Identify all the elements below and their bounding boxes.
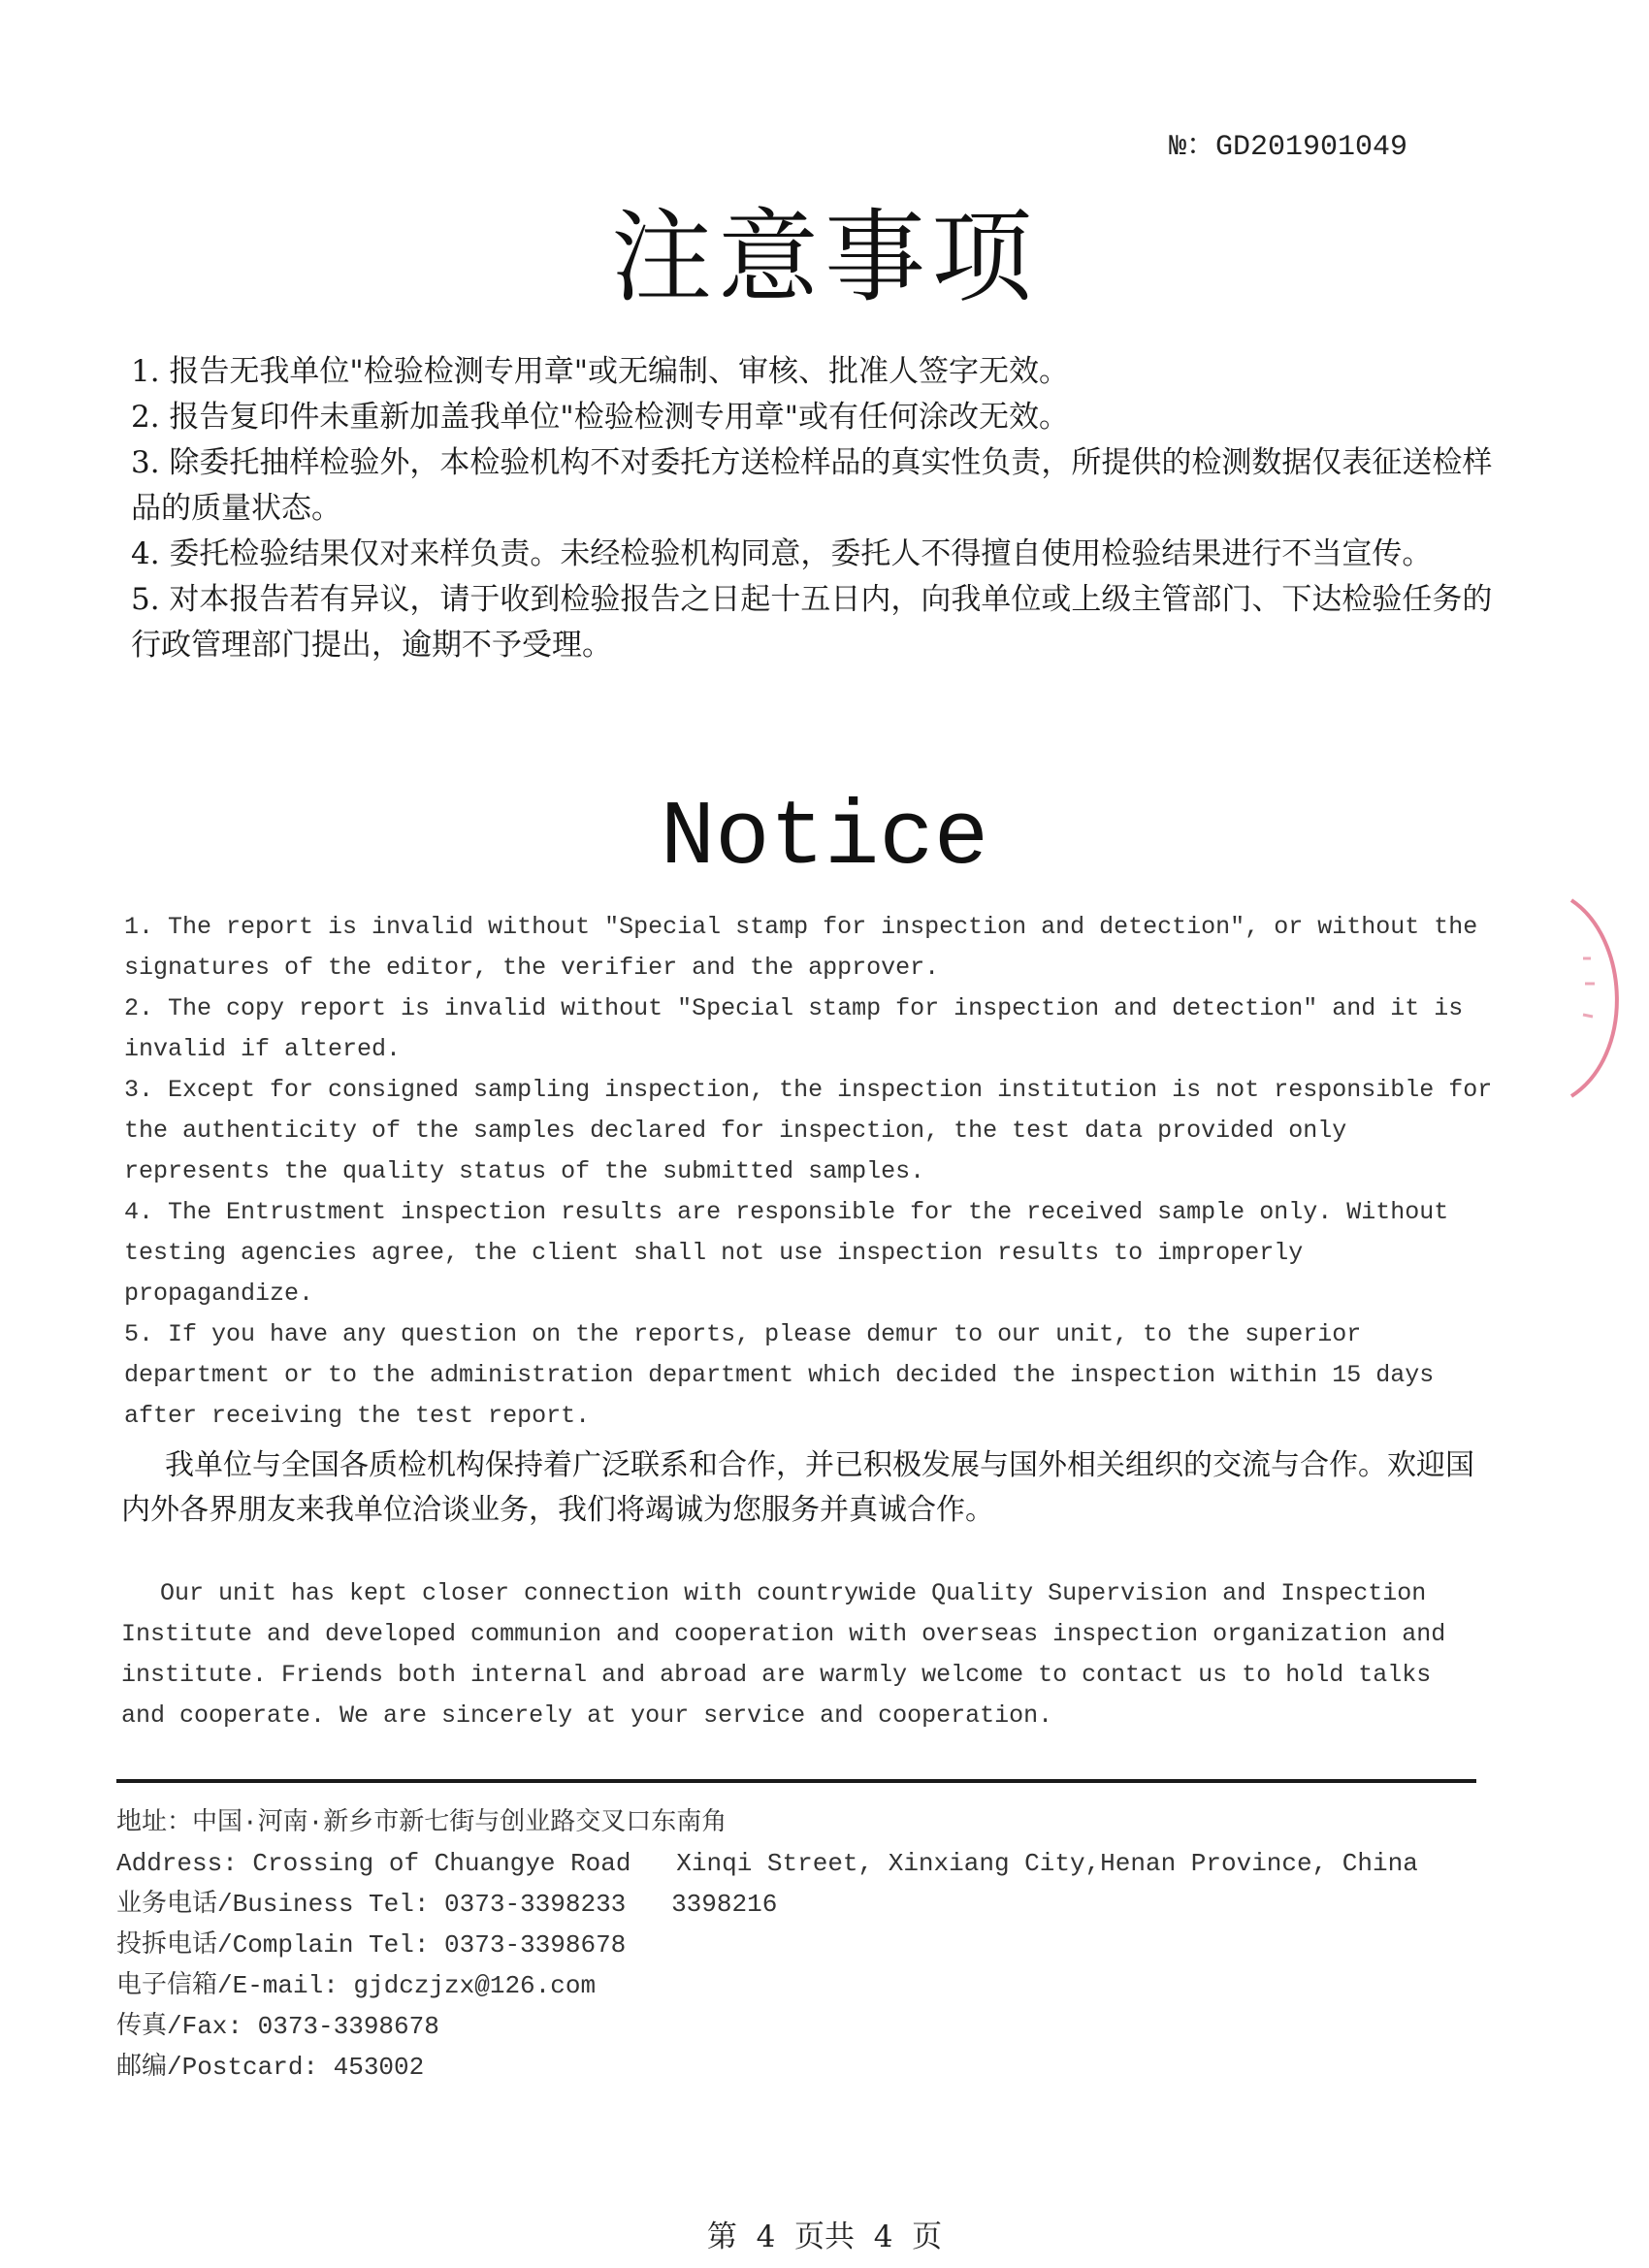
note-cn-item: 4. 委托检验结果仅对来样负责。未经检验机构同意，委托人不得擅自使用检验结果进行不当宣传。: [131, 536, 1433, 571]
note-en-item: 2. The copy report is invalid without "Special stamp for inspection and detection" and it is invalid if altered.: [124, 994, 1464, 1063]
notes-en-list: [124, 907, 1502, 1437]
note-en-item: 5. If you have any question on the reports, please demur to our unit, to the superior department or to the administration department which decided the inspection within 15 days after receiving the test report.: [124, 1320, 1435, 1430]
note-en-item: 4. The Entrustment inspection results are responsible for the received sample only. Without testing agencies agree, the client shall not use inspection results to improperly propagandize.: [124, 1198, 1449, 1308]
page-title-en: Notice: [660, 788, 989, 891]
notes-cn-list: [131, 349, 1508, 668]
page-title-cn: 注意事项: [610, 198, 1038, 316]
intro-paragraph-cn: 我单位与全国各质检机构保持着广泛联系和合作，并已积极发展与国外相关组织的交流与合作。欢迎国内外各界朋友来我单位洽谈业务，我们将竭诚为您服务并真诚合作。: [121, 1448, 1474, 1527]
note-cn-item: 2. 报告复印件未重新加盖我单位"检验检测专用章"或有任何涂改无效。: [131, 400, 1069, 435]
business-tel: 业务电话/Business Tel: 0373-3398233 3398216: [116, 1890, 778, 1919]
note-en-item: 1. The report is invalid without "Special stamp for inspection and detection", or without the signatures of the editor, the verifier and the approver.: [124, 913, 1478, 982]
note-cn-item: 3. 除委托抽样检验外，本检验机构不对委托方送检样品的真实性负责，所提供的检测数据仅表征送检样品的质量状态。: [131, 445, 1493, 526]
address-en: Address: Crossing of Chuangye Road Xinqi Street, Xinxiang City,Henan Province, China: [116, 1849, 1418, 1878]
email: 电子信箱/E-mail: gjdczjzx@126.com: [116, 1971, 597, 2000]
complain-tel: 投拆电话/Complain Tel: 0373-3398678: [116, 1930, 627, 1960]
document-number: №：GD201901049: [1169, 131, 1408, 164]
intro-paragraph-en: Our unit has kept closer connection with countrywide Quality Supervision and Inspection Institute and developed communion and cooperation with overseas inspection organization and institute. Friends both internal and abroad are warmly welcome to contact us to hold talks and cooperate. We are sincerely at your service and cooperation.: [121, 1579, 1446, 1730]
fax: 传真/Fax: 0373-3398678: [116, 2012, 439, 2041]
note-en-item: 3. Except for consigned sampling inspection, the inspection institution is not responsible for the authenticity of the samples declared for inspection, the test data provided only represents the quality status of the submitted samples.: [124, 1076, 1493, 1185]
page-number: 第 4 页共 4 页: [706, 2219, 943, 2254]
note-cn-item: 5. 对本报告若有异议，请于收到检验报告之日起十五日内，向我单位或上级主管部门、下达检验任务的行政管理部门提出，逾期不予受理。: [131, 582, 1493, 663]
note-cn-item: 1. 报告无我单位"检验检测专用章"或无编制、审核、批准人签字无效。: [131, 354, 1069, 389]
postcode: 邮编/Postcard: 453002: [116, 2053, 425, 2082]
divider-rule: [116, 1779, 1476, 1783]
contact-block: [116, 1802, 1494, 2088]
address-cn: 地址：中国·河南·新乡市新七街与创业路交叉口东南角: [116, 1808, 728, 1837]
partial-stamp-icon: [1562, 891, 1639, 1104]
page-footer: [0, 2212, 1649, 2255]
